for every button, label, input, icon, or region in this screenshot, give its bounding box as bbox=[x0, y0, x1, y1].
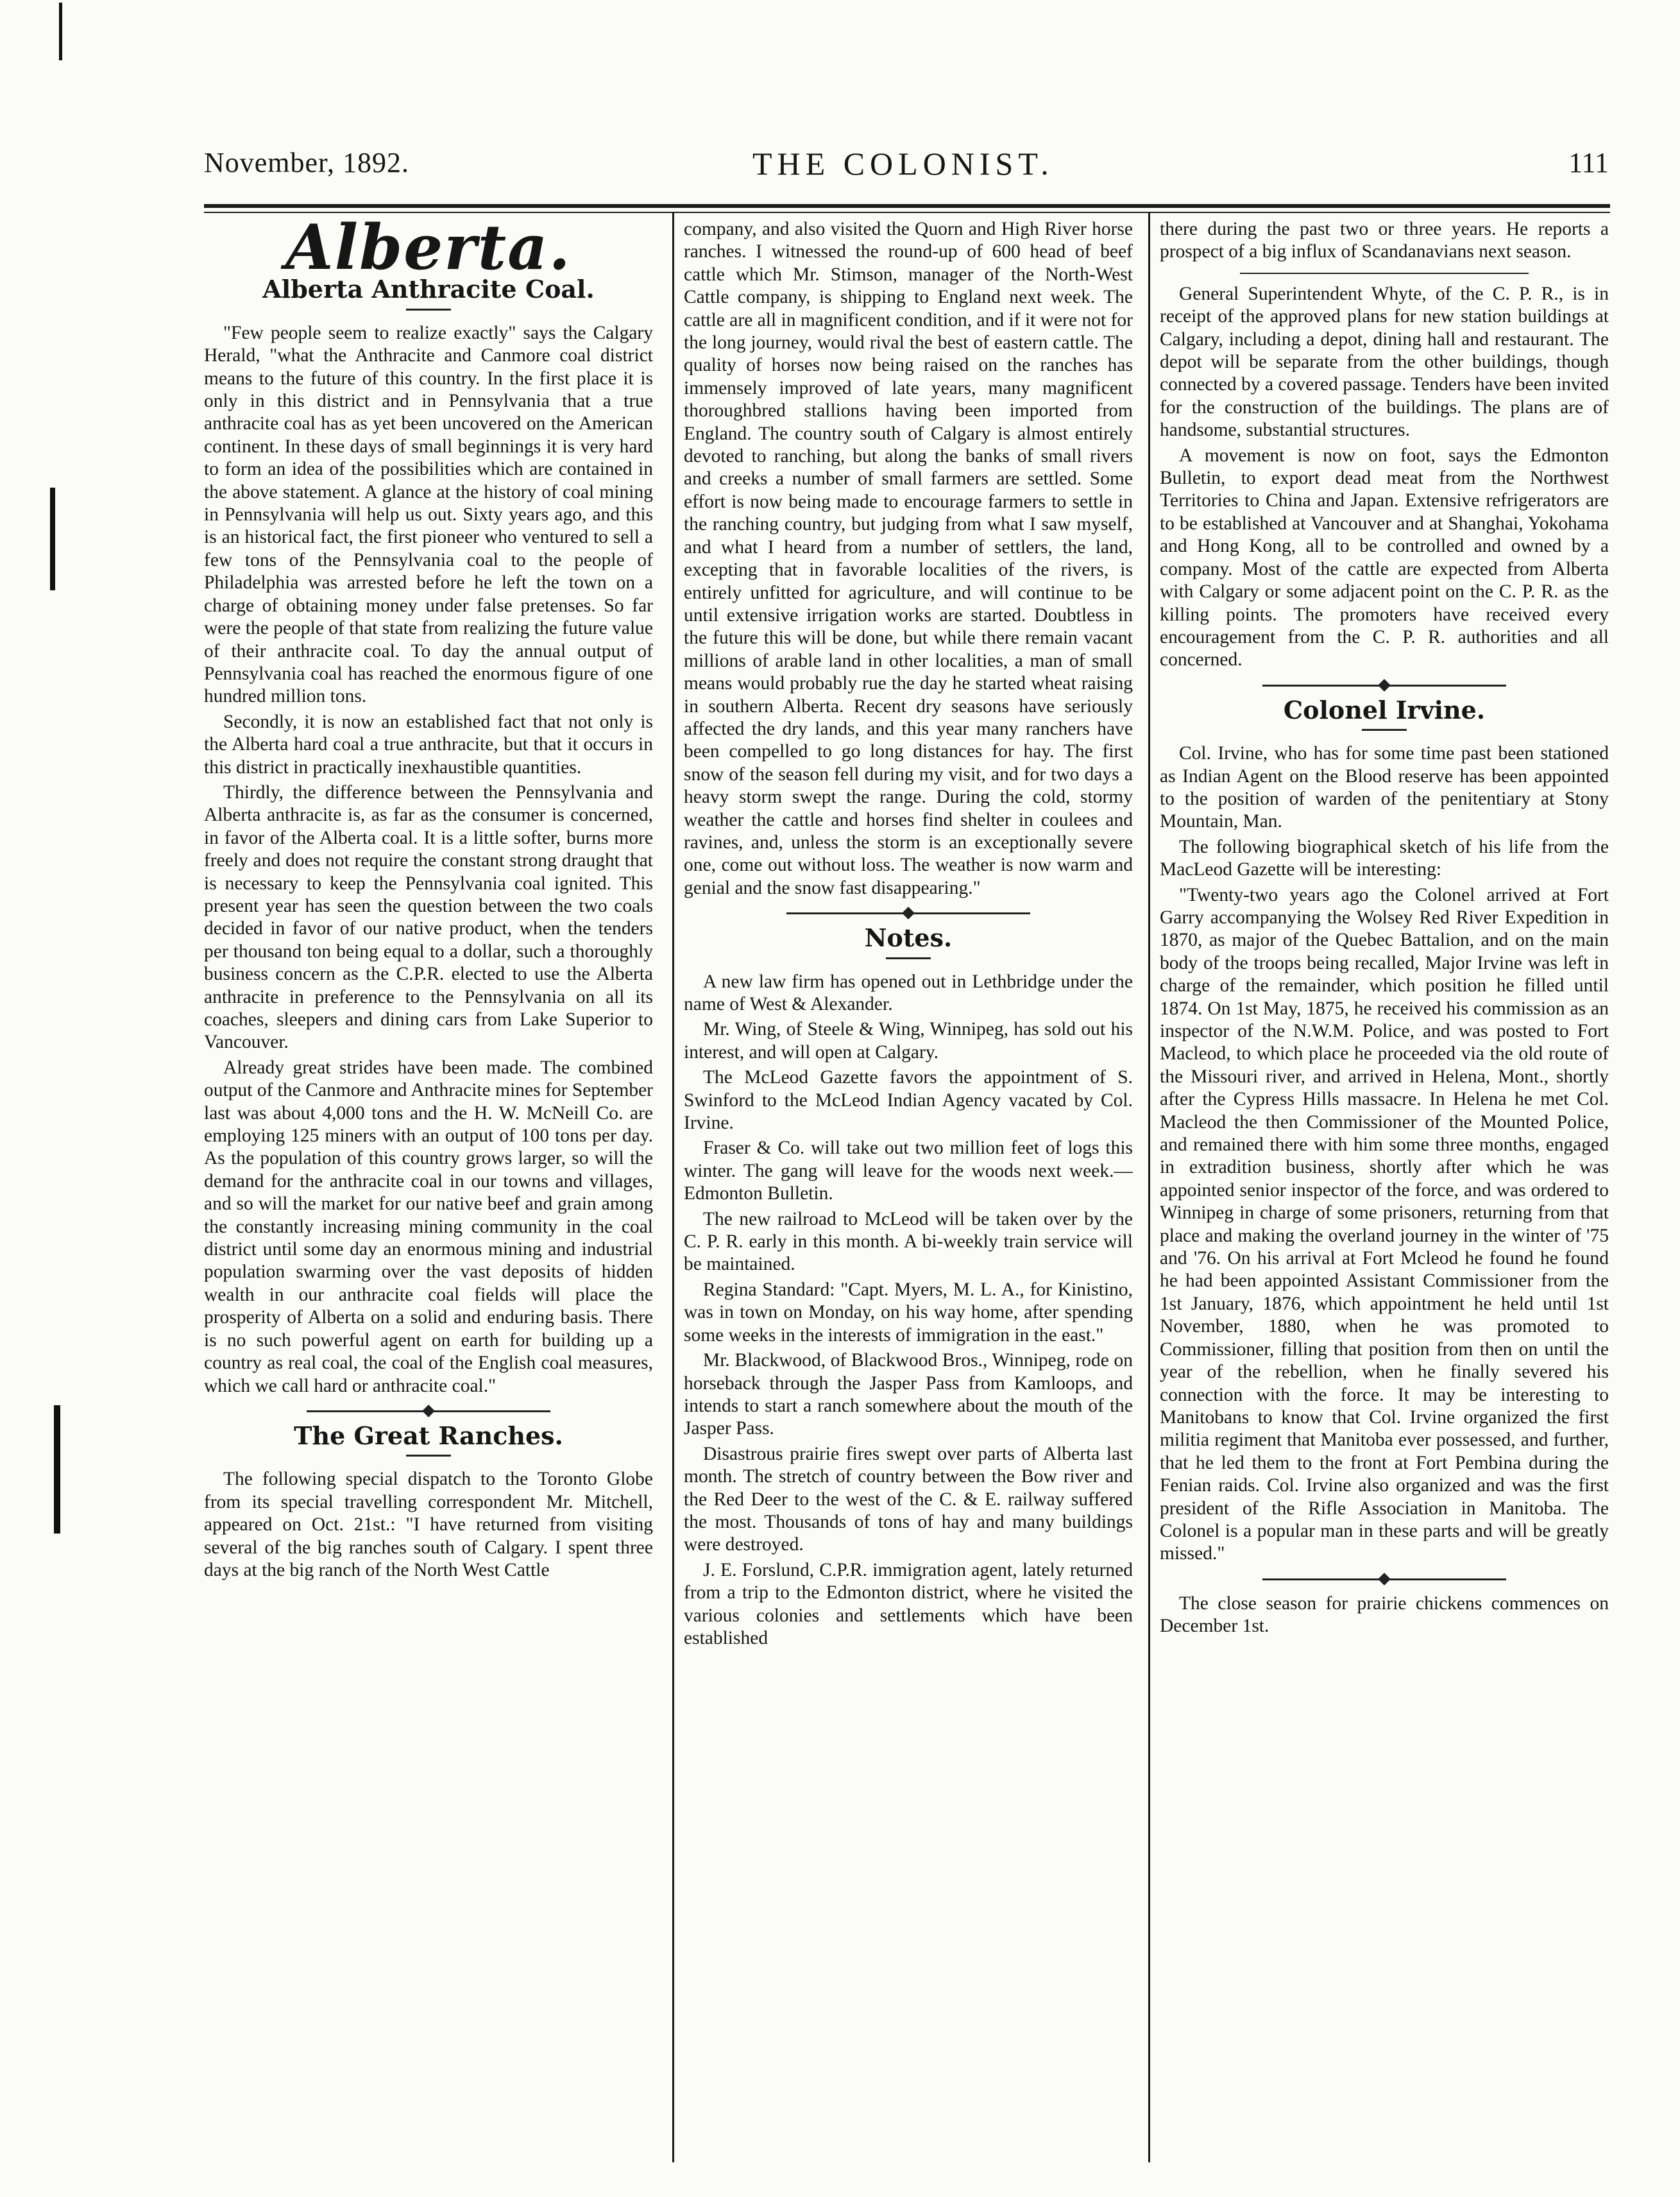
note-paragraph: The McLeod Gazette favors the appointment of S. Swinford to the McLeod Indian Agency vacated by Col. Irvine. bbox=[684, 1067, 1133, 1134]
note-paragraph: Regina Standard: "Capt. Myers, M. L. A., for Kinistino, was in town on Monday, on his way home, after spending some weeks in the interests of immigration in the east." bbox=[684, 1279, 1133, 1346]
heading-rule bbox=[1362, 729, 1407, 731]
article-paragraph: company, and also visited the Quorn and High River horse ranches. I witnessed the round-up of 600 head of beef cattle which Mr. Stimson, manager of the North-West Cattle company, is shipping to England next week. The cattle are all in magnificent condition, and if it were not for the long journey, would rival the best of eastern cattle. The quality of horses now being raised on the ranches has immensely improved of late years, many magnificent thoroughbred stallions having been imported from England. The country south of Calgary is almost entirely devoted to ranching, but along the banks of small rivers and creeks a number of small farmers are settled. Some effort is now being made to encourage farmers to settle in the ranching country, but judging from what I saw myself, and what I heard from a number of settlers, the land, excepting that in favorable localities of the rivers, is entirely unfitted for agriculture, and will continue to be until extensive irrigation works are started. Doubtless in the future this will be done, but while there remain vacant millions of arable land in other localities, a man of small means would probably rue the day he started wheat raising in southern Alberta. Recent dry seasons have seriously affected the dry lands, and this year many ranchers have been compelled to go long distances for hay. The first snow of the season fell during my visit, and for two days a heavy storm swept the range. During the cold, stormy weather the cattle and horses find shelter in coulees and ravines, and, unless the storm is an exceptionally severe one, come out without loss. The weather is now warm and genial and the snow fast disappearing." bbox=[684, 219, 1133, 898]
column-divider bbox=[1148, 212, 1150, 2162]
note-paragraph: A movement is now on foot, says the Edmonton Bulletin, to export dead meat from the Northwest Territories to China and Japan. Extensive refrigerators are to be established at Vancouver and at Shanghai, Yokohama and Hong Kong, all to be controlled and owned by a company. Most of the cattle are expected from Alberta with Calgary or some adjacent point on the C. P. R. as the killing points. The promoters have received every encouragement from the C. P. R. authorities and all concerned. bbox=[1160, 445, 1609, 671]
section-divider bbox=[307, 1406, 550, 1415]
note-paragraph: Disastrous prairie fires swept over parts of Alberta last month. The stretch of country between the Bow river and the Red Deer to the west of the C. & E. railway suffered the most. Thousands of tons of hay and many buildings were destroyed. bbox=[684, 1443, 1133, 1555]
scan-artifact bbox=[54, 1405, 60, 1534]
article-paragraph: Already great strides have been made. The combined output of the Canmore and Anthracite mines for September last was about 4,000 tons and the H. W. McNeill Co. are employing 125 miners with an output of 100 tons per day. As the population of this country grows larger, so will the demand for the anthracite coal in our towns and villages, and so will the market for our native beef and grain among the constantly increasing mining community in the coal district until some day an enormous mining and industrial population swarming over the vast deposits of hidden wealth in our anthracite coal fields will place the prosperity of Alberta on a solid and enduring basis. There is no such powerful agent on earth for building up a country as real coal, the coal of the English coal measures, which we call hard or anthracite coal." bbox=[204, 1057, 653, 1396]
article-paragraph: Secondly, it is now an established fact that not only is the Alberta hard coal a true anthracite, but that it occurs in this district in practically inexhaustible quantities. bbox=[204, 711, 653, 778]
article-heading: The Great Ranches. bbox=[294, 1421, 563, 1450]
column-divider bbox=[672, 212, 674, 2162]
column-1 bbox=[204, 218, 653, 2162]
article-paragraph: "Twenty-two years ago the Colonel arrived at Fort Garry accompanying the Wolsey Red River Expedition in 1870, as major of the Quebec Battalion, and on the main body of the troops being recalled, Major Irvine was left in charge of the remainder, which position he filled until 1874. On 1st May, 1875, he received his commission as an inspector of the N.W.M. Police, and was posted to Fort Macleod, to which place he proceeded via the old route of the Missouri river, and arrived in Helena, Mont., shortly after the Cypress Hills massacre. In Helena he met Col. Macleod the then Commissioner of the Mounted Police, and remained there with him some three months, engaged in extradition business, shortly after which he was appointed senior inspector of the force, and was ordered to Winnipeg in charge of some prisoners, returning from that place and making the overland journey in the winter of '75 and '76. On his arrival at Fort Mcleod he found he found he had been appointed Assistant Commissioner from the 1st January, 1876, which appointment he held until 1st November, 1880, when he was promoted to Commissioner, filling that position from then on until the year of the rebellion, when he finally severed his connection with the force. It may be interesting to Manitobans to know that Col. Irvine organized the first militia regiment that Manitoba ever possessed, and further, that he led them to the front at Fort Pembina during the Fenian raids. Col. Irvine also organized and was the first president of the Rifle Association in Manitoba. The Colonel is a popular man in these parts and will be greatly missed." bbox=[1160, 884, 1609, 1564]
heading-rule bbox=[406, 309, 451, 311]
heading-rule bbox=[406, 1455, 451, 1457]
section-divider bbox=[786, 909, 1030, 918]
section-divider bbox=[1262, 681, 1506, 690]
issue-date: November, 1892. bbox=[204, 147, 409, 178]
section-banner: Alberta. bbox=[285, 218, 572, 284]
note-paragraph: J. E. Forslund, C.P.R. immigration agent, lately returned from a trip to the Edmonton district, where he visited the various colonies and settlements which have been established bbox=[684, 1559, 1133, 1648]
column-3 bbox=[1160, 218, 1609, 2162]
note-paragraph: Mr. Wing, of Steele & Wing, Winnipeg, has sold out his interest, and will open at Calgary. bbox=[684, 1019, 1133, 1063]
note-paragraph: Fraser & Co. will take out two million feet of logs this winter. The gang will leave for the woods next week.—Edmonton Bulletin. bbox=[684, 1138, 1133, 1204]
article-paragraph: The following special dispatch to the Toronto Globe from its special travelling correspondent Mr. Mitchell, appeared on Oct. 21st.: "I have returned from visiting several of the big ranches south of Calgary. I spent three days at the big ranch of the North West Cattle bbox=[204, 1469, 653, 1580]
note-paragraph: A new law firm has opened out in Lethbridge under the name of West & Alexander. bbox=[684, 971, 1133, 1014]
column-2 bbox=[684, 218, 1133, 2162]
scan-artifact bbox=[50, 488, 55, 590]
article-heading: Colonel Irvine. bbox=[1283, 695, 1486, 724]
article-heading: Notes. bbox=[864, 923, 953, 953]
article-paragraph: Col. Irvine, who has for some time past been stationed as Indian Agent on the Blood reserve has been appointed to the position of warden of the penitentiary at Stony Mountain, Man. bbox=[1160, 743, 1609, 832]
note-paragraph: The close season for prairie chickens commences on December 1st. bbox=[1160, 1593, 1609, 1637]
heading-rule bbox=[886, 957, 931, 959]
scan-artifact bbox=[59, 3, 62, 60]
article-heading: Alberta Anthracite Coal. bbox=[262, 275, 595, 304]
note-paragraph: General Superintendent Whyte, of the C. P. R., is in receipt of the approved plans for new station buildings at Calgary, including a depot, dining hall and restaurant. The depot will be separate from the other buildings, though connected by a covered passage. Tenders have been invited for the construction of the buildings. The plans are of handsome, substantial structures. bbox=[1160, 283, 1609, 441]
article-paragraph: "Few people seem to realize exactly" says the Calgary Herald, "what the Anthracite and Canmore coal district means to the future of this country. In the first place it is only in this district and in Pennsylvania that a true anthracite coal has as yet been uncovered on the American continent. In these days of small beginnings it is very hard to form an idea of the possibilities which are contained in the above statement. A glance at the history of coal mining in Pennsylvania will help us out. Sixty years ago, and this is an historical fact, the first pioneer who ventured to sell a few tons of the Pennsylvania coal to the people of Philadelphia was arrested before he left the town on a charge of obtaining money under false pretenses. So far were the people of that state from realizing the future value of their anthracite coal. To day the annual output of Pennsylvania coal has reached the enormous figure of one hundred million tons. bbox=[204, 322, 653, 707]
item-rule bbox=[1240, 273, 1529, 274]
publication-title: THE COLONIST. bbox=[752, 146, 1054, 182]
article-paragraph: The following biographical sketch of his life from the MacLeod Gazette will be interesting: bbox=[1160, 836, 1609, 880]
masthead bbox=[204, 146, 1609, 185]
note-paragraph: there during the past two or three years. He reports a prospect of a big influx of Scandanavians next season. bbox=[1160, 219, 1609, 262]
section-divider bbox=[1262, 1575, 1506, 1584]
note-paragraph: Mr. Blackwood, of Blackwood Bros., Winnipeg, rode on horseback through the Jasper Pass from Kamloops, and intends to start a ranch somewhere about the mouth of the Jasper Pass. bbox=[684, 1350, 1133, 1439]
page-number: 111 bbox=[1568, 147, 1609, 178]
header-rule bbox=[204, 204, 1610, 208]
header-rule-thin bbox=[204, 212, 1610, 213]
article-paragraph: Thirdly, the difference between the Pennsylvania and Alberta anthracite is, as far as the consumer is concerned, in favor of the Alberta coal. It is a little softer, burns more freely and does not require the constant strong draught that is necessary to keep the Pennsylvania coal ignited. This present year has seen the question between the two coals decided in favor of our native product, when the tenders per thousand ton being equal to a dollar, such a thoroughly business concern as the C.P.R. elected to use the Alberta anthracite in preference to the Pennsylvania on all its coaches, sleepers and dining cars from Lake Superior to Vancouver. bbox=[204, 782, 653, 1053]
note-paragraph: The new railroad to McLeod will be taken over by the C. P. R. early in this month. A bi-weekly train service will be maintained. bbox=[684, 1208, 1133, 1275]
